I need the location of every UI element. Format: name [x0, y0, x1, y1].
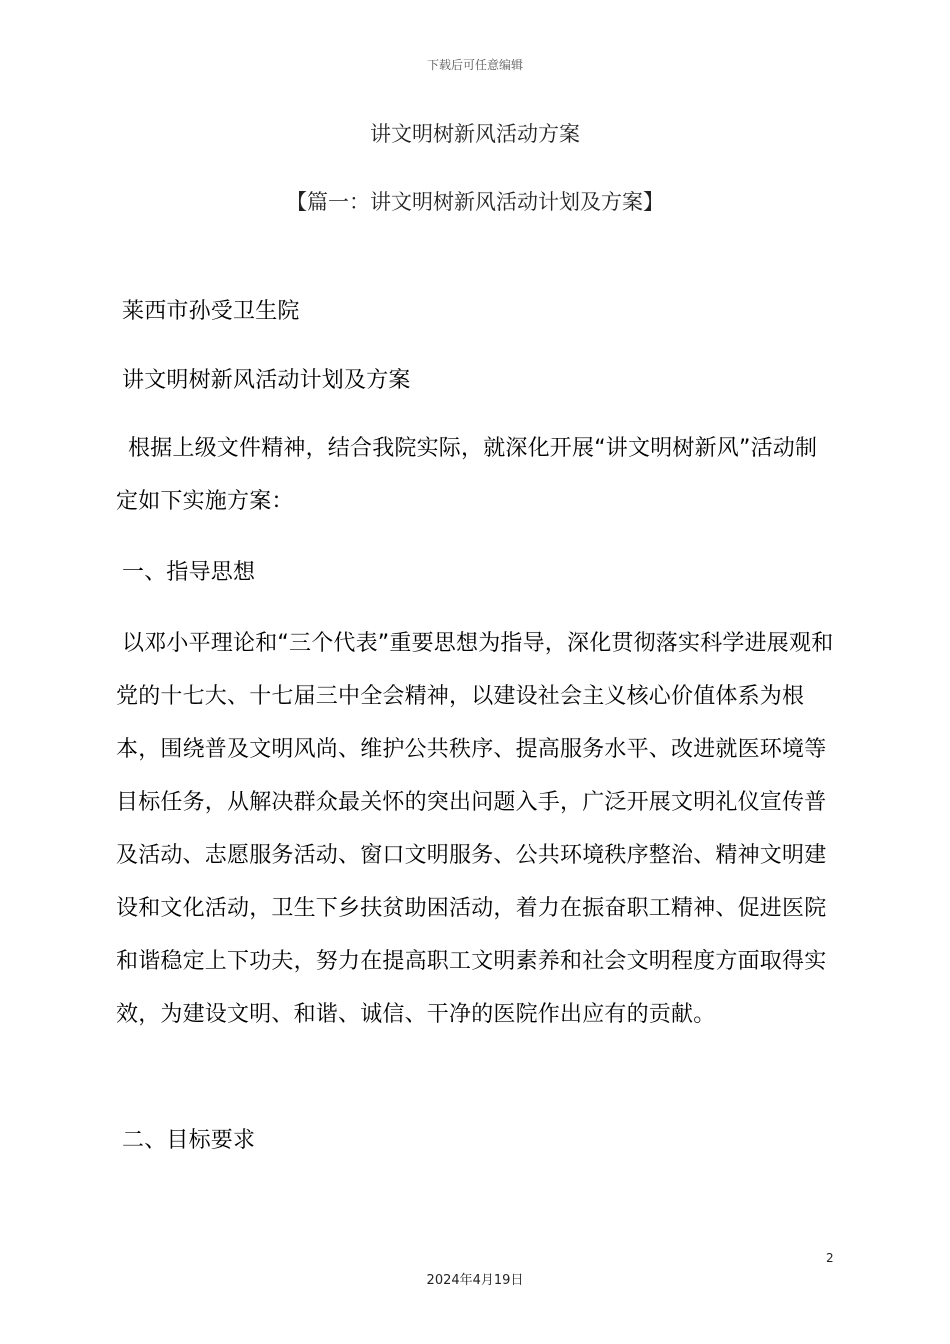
- page-number: 2: [826, 1251, 834, 1265]
- footer-date: 2024年4月19日: [426, 1273, 524, 1288]
- intro-paragraph: 根据上级文件精神，结合我院实际，就深化开展“讲文明树新风”活动制定如下实施方案：: [116, 436, 818, 514]
- section-heading-guiding-ideology: 一、指导思想: [122, 560, 256, 585]
- organization-name: 莱西市孙受卫生院: [122, 299, 300, 324]
- plan-title: 讲文明树新风活动计划及方案: [122, 368, 411, 393]
- guiding-ideology-paragraph: 以邓小平理论和“三个代表”重要思想为指导，深化贯彻落实科学进展观和党的十七大、十七届三中全会精神，以建设社会主义核心价值体系为根本，围绕普及文明风尚、维护公共秩序、提高服务水平、改进就医环境等目标任务，从解决群众最关怀的突出问题入手，广泛开展文明礼仪宣传普及活动、志愿服务活动、窗口文明服务、公共环境秩序整治、精神文明建设和文化活动，卫生下乡扶贫助困活动，着力在振奋职工精神、促进医院和谐稳定上下功夫，努力在提高职工文明素养和社会文明程度方面取得实效，为建设文明、和谐、诚信、干净的医院作出应有的贡献。: [116, 631, 834, 1027]
- document-subtitle: 【篇一：讲文明树新风活动计划及方案】: [286, 190, 664, 214]
- document-title: 讲文明树新风活动方案: [370, 122, 580, 146]
- section-heading-goals: 二、目标要求: [122, 1128, 256, 1153]
- header-note: 下载后可任意编辑: [426, 58, 523, 72]
